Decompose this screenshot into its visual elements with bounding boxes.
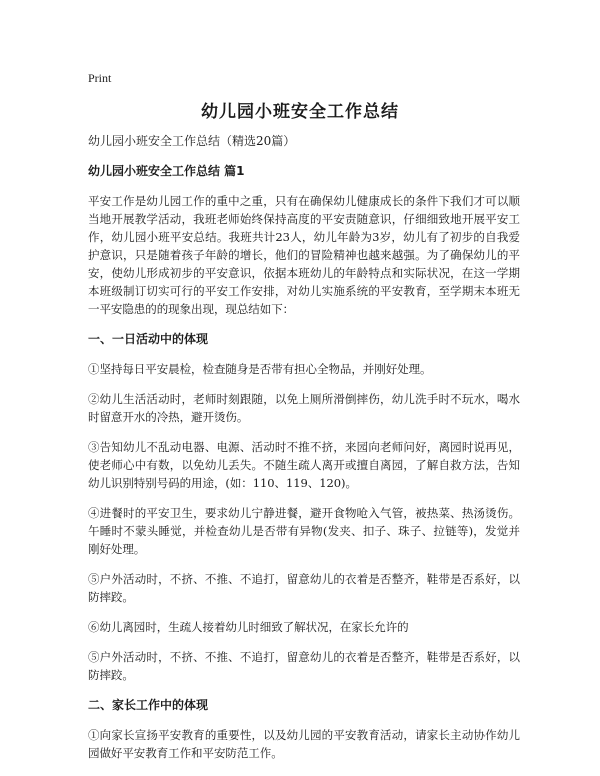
document-body (88, 132, 520, 774)
list-item: ①坚持每日平安晨检，检查随身是否带有担心全物品，并刚好处理。 (88, 362, 432, 376)
list-item: ⑤户外活动时，不挤、不推、不追打，留意幼儿的衣着是否整齐，鞋带是否系好，以防摔跤。 (88, 572, 520, 604)
document-subtitle: 幼儿园小班安全工作总结（精选20篇） (88, 134, 296, 148)
list-item: ①向家长宣扬平安教育的重要性，以及幼儿园的平安教育活动，请家长主动协作幼儿园做好平安教育工作和平安防范工作。 (88, 728, 520, 760)
intro-paragraph: 平安工作是幼儿园工作的重中之重，只有在确保幼儿健康成长的条件下我们才可以顺当地开展教学活动，我班老师始终保持高度的平安责随意识，仔细细致地开展平安工作，幼儿园小班平安总结。我班共计23人，幼儿年龄为3岁，幼儿有了初步的自我爱护意识，只是随着孩子年龄的增长，他们的冒险精神也越来越强。为了确保幼儿的平安，使幼儿形成初步的平安意识，依据本班幼儿的年龄特点和实际状况，在这一学期本班级制订切实可行的平安工作安排，对幼儿实施系统的平安教育，至学期末本班无一平安隐患的的现象出现，现总结如下： (88, 194, 520, 316)
list-item: ④进餐时的平安卫生，要求幼儿宁静进餐，避开食物呛入气管，被热菜、热汤烫伤。午睡时不蒙头睡觉，并检查幼儿是否带有异物(发夹、扣子、珠子、拉链等)，发觉并刚好处理。 (88, 506, 520, 556)
section-heading-parent-work: 二、家长工作中的体现 (88, 698, 209, 712)
section-heading-daily-activities: 一、一日活动中的体现 (88, 332, 209, 346)
print-label: Print (88, 71, 112, 85)
list-item: ②幼儿生活活动时，老师时刻跟随，以免上厕所滑倒摔伤，幼儿洗手时不玩水，喝水时留意开水的冷热，避开烫伤。 (88, 392, 520, 424)
article-heading: 幼儿园小班安全工作总结 篇1 (88, 164, 245, 178)
list-item: ③告知幼儿不乱动电器、电源、活动时不推不挤，来园向老师问好，离园时说再见，使老师心中有数，以免幼儿丢失。不随生疏人离开或擅自离园，了解自救方法，告知幼儿识别特别号码的用途，(如：110、119、120)。 (88, 440, 520, 490)
document-title: 幼儿园小班安全工作总结 (201, 102, 399, 122)
list-item: ⑤户外活动时，不挤、不推、不追打，留意幼儿的衣着是否整齐，鞋带是否系好，以防摔跤。 (88, 650, 520, 682)
list-item: ⑥幼儿离园时，生疏人接着幼儿时细致了解状况，在家长允许的 (88, 620, 409, 634)
